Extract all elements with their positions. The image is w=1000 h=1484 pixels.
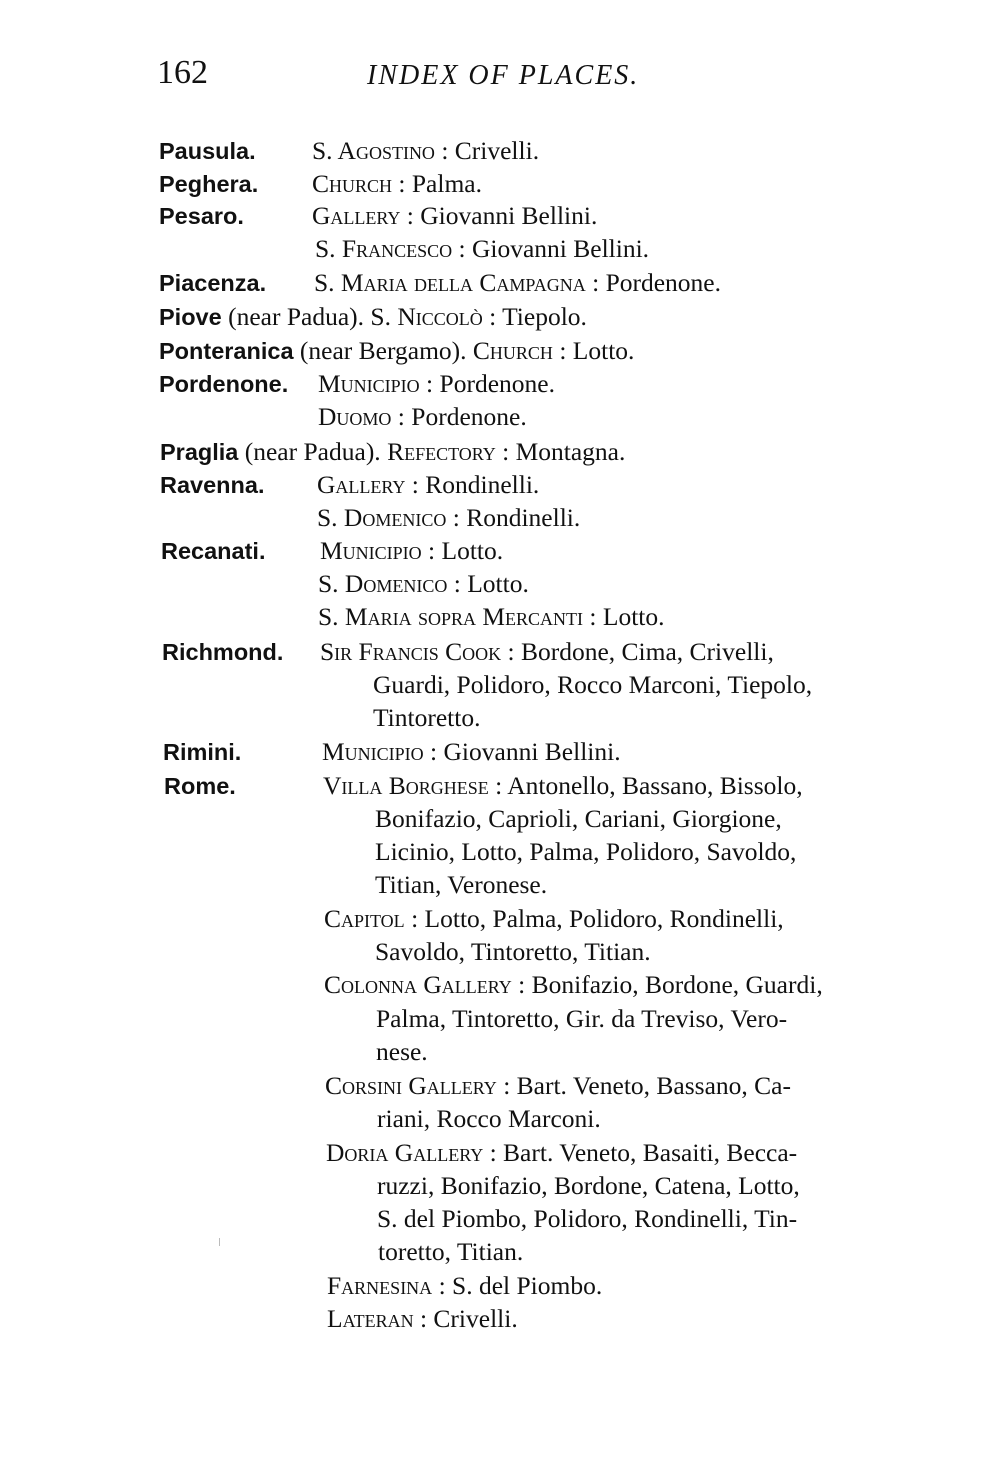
artist-list: S. del Piombo. xyxy=(452,1271,603,1300)
artist-list: Antonello, Bassano, Bissolo, xyxy=(507,771,803,800)
artist-list: Lotto. xyxy=(602,602,665,631)
separator: : xyxy=(405,470,426,499)
index-place: Piove xyxy=(159,304,222,330)
artist-list: Giovanni Bellini. xyxy=(443,737,621,766)
artist-list: Rondinelli. xyxy=(425,470,540,499)
separator: : xyxy=(434,136,455,165)
artist-list: Pordenone. xyxy=(605,268,721,297)
artist-list: Lotto. xyxy=(467,569,529,598)
location-name: Farnesina xyxy=(327,1271,433,1300)
index-place: Ponteranica xyxy=(159,338,294,364)
index-place: Pausula. xyxy=(159,138,256,164)
artist-list-continued: Licinio, Lotto, Palma, Polidoro, Savoldo, xyxy=(375,837,797,866)
separator: : xyxy=(432,1271,453,1300)
place-note: (near Padua). xyxy=(238,437,388,466)
artist-list: Palma. xyxy=(411,169,482,198)
index-location-line xyxy=(315,232,649,266)
location-name: Lateran xyxy=(327,1304,414,1333)
index-location-line xyxy=(312,134,539,168)
location-name: Refectory xyxy=(387,437,496,466)
artist-list: Crivelli. xyxy=(454,136,540,165)
index-place: Ravenna. xyxy=(160,472,265,498)
artist-list: Montagna. xyxy=(515,437,626,466)
index-place: Rome. xyxy=(164,773,236,799)
artist-list: Bart. Veneto, Basaiti, Becca- xyxy=(503,1138,798,1167)
separator: : xyxy=(483,1138,504,1167)
separator: : xyxy=(511,970,532,999)
separator: : xyxy=(392,169,412,198)
separator: : xyxy=(413,1304,434,1333)
artist-list: Rondinelli. xyxy=(466,503,581,532)
separator: : xyxy=(419,369,440,398)
artist-list-continued: nese. xyxy=(376,1037,428,1066)
artist-list: Lotto, Palma, Polidoro, Rondinelli, xyxy=(424,904,784,933)
separator: : xyxy=(400,201,421,230)
index-place: Peghera. xyxy=(159,171,259,197)
index-location-line xyxy=(312,199,597,233)
index-location-line xyxy=(318,567,529,601)
location-name: S. Maria della Campagna xyxy=(314,268,586,297)
separator: : xyxy=(552,336,573,365)
index-location-line xyxy=(318,400,527,434)
location-name: Doria Gallery xyxy=(326,1138,484,1167)
artist-list-continued: Titian, Veronese. xyxy=(375,870,548,899)
index-location-line xyxy=(327,1269,602,1303)
index-place: Piacenza. xyxy=(159,270,267,296)
separator: : xyxy=(495,437,516,466)
location-name: Church xyxy=(472,336,553,365)
separator: : xyxy=(488,771,508,800)
page-number: 162 xyxy=(157,54,208,91)
artist-list: Lotto. xyxy=(441,536,504,565)
artist-list-continued: Bonifazio, Caprioli, Cariani, Giorgione, xyxy=(375,804,782,833)
location-name: S. Domenico xyxy=(318,569,448,598)
index-location-line xyxy=(314,266,721,300)
artist-list: Crivelli. xyxy=(433,1304,518,1333)
artist-list: Pordenone. xyxy=(439,369,555,398)
index-place: Rimini. xyxy=(163,739,242,765)
location-name: Municipio xyxy=(320,536,422,565)
index-location-line xyxy=(325,1069,791,1103)
separator: : xyxy=(496,1071,517,1100)
index-location-line xyxy=(312,167,482,201)
index-line-inline xyxy=(160,435,625,469)
location-name: S. Niccolò xyxy=(370,302,483,331)
location-name: Corsini Gallery xyxy=(325,1071,497,1100)
index-location-line xyxy=(320,534,503,568)
artist-list: Bart. Veneto, Bassano, Ca- xyxy=(516,1071,791,1100)
index-location-line xyxy=(324,968,823,1002)
separator: : xyxy=(583,602,603,631)
location-name: Capitol xyxy=(324,904,405,933)
index-line-inline xyxy=(159,300,587,334)
separator: : xyxy=(446,503,467,532)
location-name: Duomo xyxy=(318,402,392,431)
artist-list: Tiepolo. xyxy=(502,302,587,331)
artist-list-continued: Savoldo, Tintoretto, Titian. xyxy=(375,937,651,966)
location-name: Gallery xyxy=(312,201,401,230)
index-place: Pordenone. xyxy=(159,371,289,397)
index-location-line xyxy=(323,769,803,803)
index-location-line xyxy=(324,902,784,936)
artist-list: Giovanni Bellini. xyxy=(471,234,650,263)
separator: : xyxy=(391,402,412,431)
artist-list-continued: ruzzi, Bonifazio, Bordone, Catena, Lotto, xyxy=(377,1171,800,1200)
index-location-line xyxy=(317,501,580,535)
artist-list-continued: Palma, Tintoretto, Gir. da Treviso, Vero- xyxy=(376,1004,788,1033)
artist-list-continued: S. del Piombo, Polidoro, Rondinelli, Tin- xyxy=(377,1204,798,1233)
artist-list-continued: Guardi, Polidoro, Rocco Marconi, Tiepolo, xyxy=(373,670,813,699)
artist-list: Giovanni Bellini. xyxy=(420,201,598,230)
index-place: Praglia xyxy=(160,439,239,465)
index-place: Pesaro. xyxy=(159,203,244,229)
location-name: S. Domenico xyxy=(317,503,447,532)
location-name: S. Agostino xyxy=(312,136,435,165)
artist-list: Bordone, Cima, Crivelli, xyxy=(520,637,774,666)
index-location-line xyxy=(326,1136,797,1170)
artist-list-continued: Tintoretto. xyxy=(373,703,481,732)
location-name: Villa Borghese xyxy=(323,771,489,800)
running-head: INDEX OF PLACES. xyxy=(367,60,640,91)
artist-list: Bonifazio, Bordone, Guardi, xyxy=(531,970,823,999)
separator: : xyxy=(482,302,503,331)
artist-list: Pordenone. xyxy=(411,402,527,431)
index-location-line xyxy=(318,600,665,634)
margin-mark xyxy=(219,1238,220,1246)
place-note: (near Bergamo). xyxy=(293,336,473,365)
separator: : xyxy=(585,268,606,297)
index-location-line xyxy=(327,1302,518,1336)
location-name: S. Maria sopra Mercanti xyxy=(318,602,584,631)
separator: : xyxy=(404,904,425,933)
separator: : xyxy=(452,234,472,263)
index-location-line xyxy=(318,367,555,401)
index-location-line xyxy=(320,635,774,669)
index-place: Recanati. xyxy=(161,538,266,564)
location-name: Municipio xyxy=(318,369,420,398)
separator: : xyxy=(421,536,442,565)
location-name: Sir Francis Cook xyxy=(320,637,502,666)
index-location-line xyxy=(317,468,539,502)
place-note: (near Padua). xyxy=(221,302,371,331)
separator: : xyxy=(447,569,468,598)
location-name: S. Francesco xyxy=(315,234,453,263)
index-location-line xyxy=(322,735,621,769)
artist-list-continued: riani, Rocco Marconi. xyxy=(377,1104,601,1133)
location-name: Municipio xyxy=(322,737,424,766)
index-place: Richmond. xyxy=(162,639,284,665)
location-name: Colonna Gallery xyxy=(324,970,512,999)
location-name: Gallery xyxy=(317,470,406,499)
location-name: Church xyxy=(312,169,393,198)
artist-list: Lotto. xyxy=(572,336,635,365)
separator: : xyxy=(501,637,521,666)
index-line-inline xyxy=(159,334,634,368)
artist-list-continued: toretto, Titian. xyxy=(378,1237,524,1266)
separator: : xyxy=(423,737,444,766)
